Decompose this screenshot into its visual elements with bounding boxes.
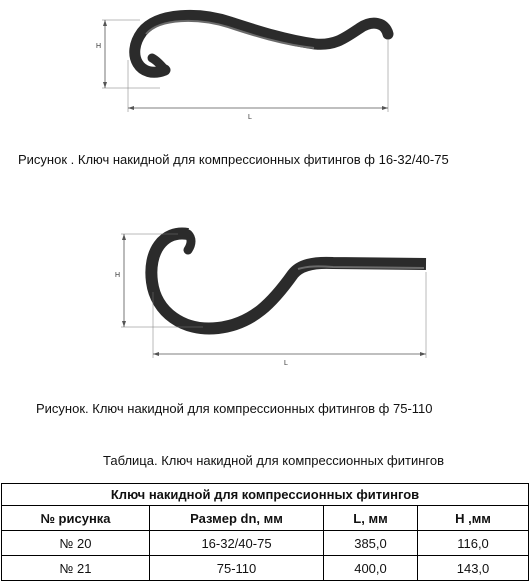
cell-figure-number: № 20 <box>2 531 150 556</box>
spec-table <box>1 483 529 581</box>
dim-l-arrow-right-2 <box>420 352 426 356</box>
dim-h-arrow-bottom-1 <box>103 82 107 88</box>
dim-l-arrow-right-1 <box>382 106 388 110</box>
dim-l-arrow-left-1 <box>128 106 134 110</box>
cell-length-l: 400,0 <box>324 556 418 581</box>
wrench-2-svg <box>108 222 438 372</box>
cell-height-h: 116,0 <box>418 531 529 556</box>
table-row <box>2 556 529 581</box>
dim-l-label-2: L <box>284 360 288 367</box>
header-length-l: L, мм <box>324 506 418 531</box>
figure-1-caption: Рисунок . Ключ накидной для компрессионных фитингов ф 16-32/40-75 <box>18 152 449 167</box>
table-row <box>2 531 529 556</box>
cell-length-l: 385,0 <box>324 531 418 556</box>
figure-2-caption: Рисунок. Ключ накидной для компрессионных фитингов ф 75-110 <box>36 401 433 416</box>
table-title-row <box>2 484 529 506</box>
dim-h-arrow-top-2 <box>122 234 126 240</box>
cell-figure-number: № 21 <box>2 556 150 581</box>
figure-1-wrench-drawing <box>90 0 400 130</box>
cell-height-h: 143,0 <box>418 556 529 581</box>
dim-l-arrow-left-2 <box>153 352 159 356</box>
wrench-1-body <box>135 15 388 72</box>
header-height-h: H ,мм <box>418 506 529 531</box>
dim-h-arrow-bottom-2 <box>122 321 126 327</box>
cell-size-dn: 16-32/40-75 <box>150 531 324 556</box>
dim-h-label-2: H <box>115 272 121 279</box>
header-figure-number: № рисунка <box>2 506 150 531</box>
table-header-row <box>2 506 529 531</box>
table-caption: Таблица. Ключ накидной для компрессионных фитингов <box>103 453 445 468</box>
dim-h-label-1: H <box>96 43 102 50</box>
header-size-dn: Размер dn, мм <box>150 506 324 531</box>
dim-h-arrow-top-1 <box>103 20 107 26</box>
cell-size-dn: 75-110 <box>150 556 324 581</box>
dim-l-label-1: L <box>248 114 252 121</box>
wrench-2-hook-end <box>188 234 191 250</box>
figure-2-wrench-drawing <box>108 222 438 372</box>
table-title: Ключ накидной для компрессионных фитингов <box>2 484 529 506</box>
wrench-1-svg <box>90 0 400 130</box>
